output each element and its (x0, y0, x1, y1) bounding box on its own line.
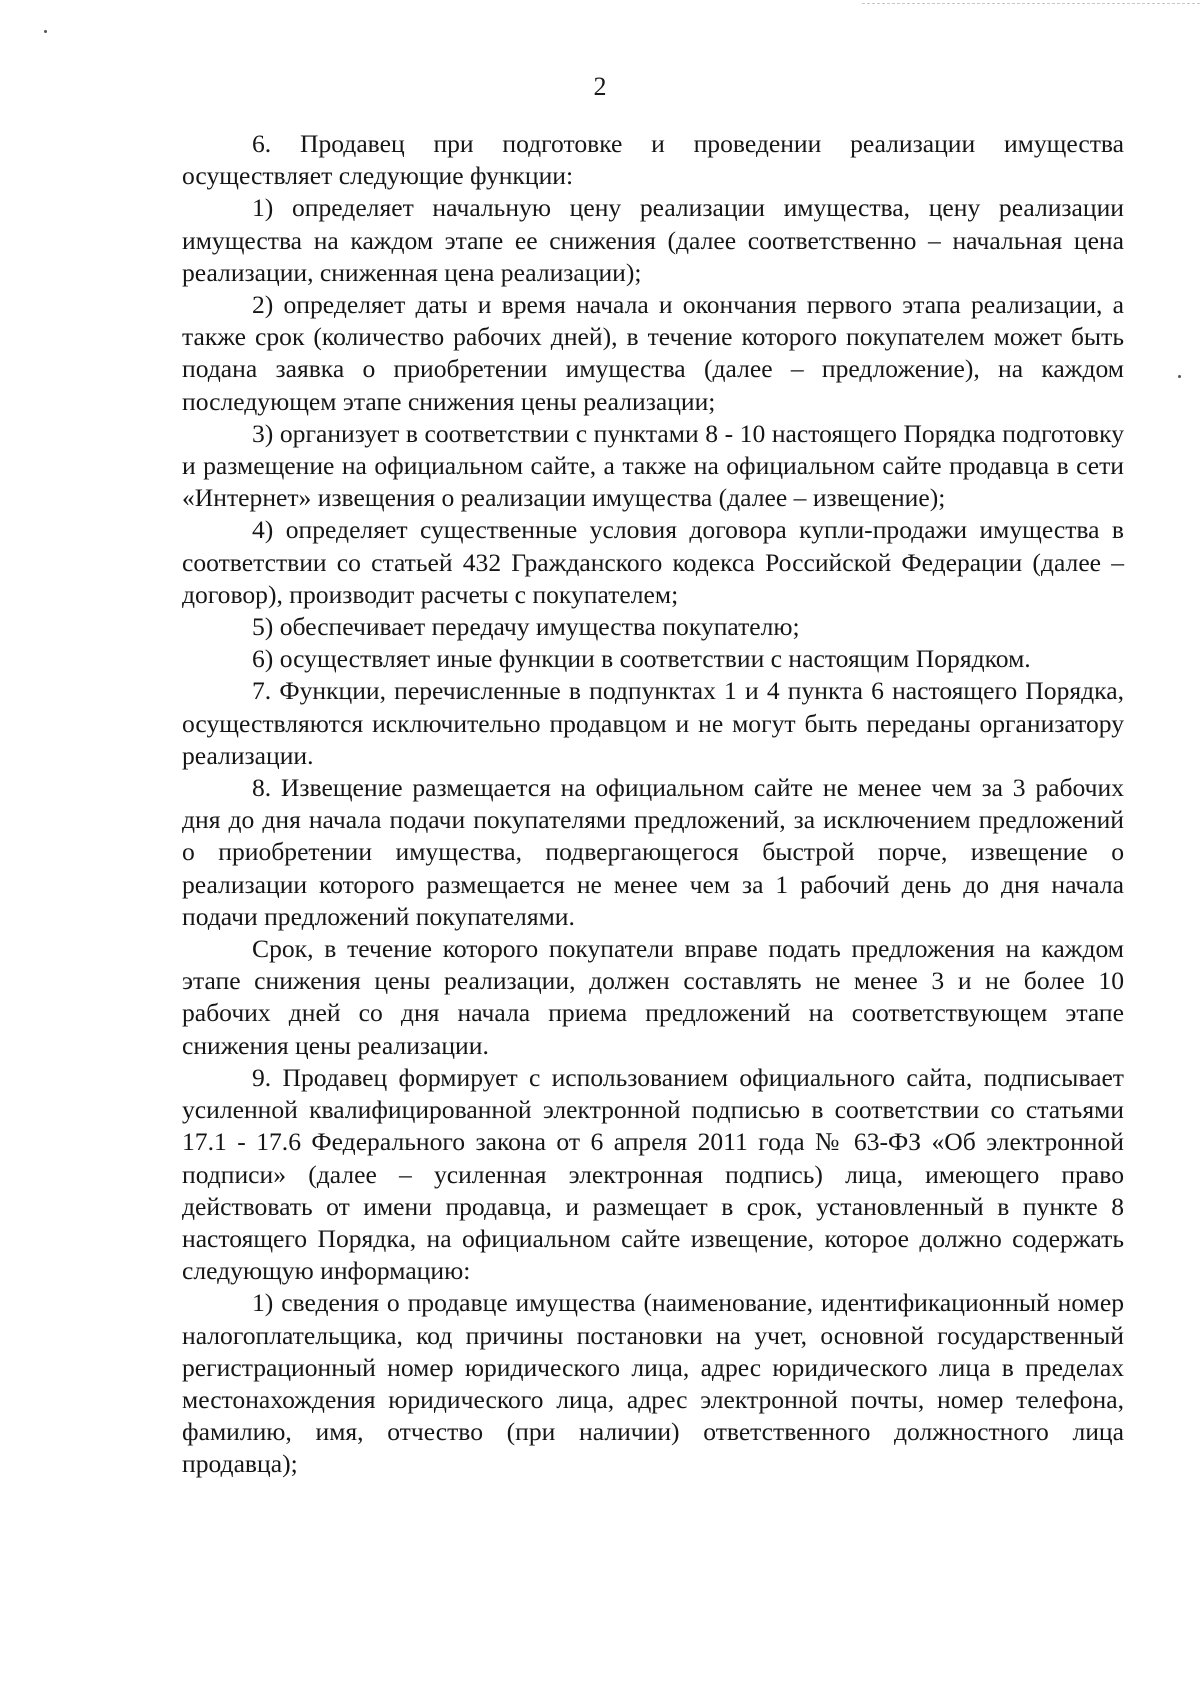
paragraph-8: 8. Извещение размещается на официальном сайте не менее чем за 3 рабочих дня до дня начала подачи покупателями предложений, за исключением предложений о приобретении имущества, подвергающегося быстрой порче, извещение о реализации которого размещается не менее чем за 1 рабочий день до дня начала подачи предложений покупателями. (182, 773, 1124, 931)
scan-speck (44, 30, 47, 33)
paragraph-8-term: Срок, в течение которого покупатели вправе подать предложения на каждом этапе снижения цены реализации, должен составлять не менее 3 и не более 10 рабочих дней со дня начала приема предложений на соответствующем этапе снижения цены реализации. (182, 934, 1124, 1060)
paragraph-6-4: 4) определяет существенные условия договора купли-продажи имущества в соответствии со статьей 432 Гражданского кодекса Российской Федерации (далее – договор), производит расчеты с покупателем; (182, 515, 1124, 609)
paragraph-6-1: 1) определяет начальную цену реализации имущества, цену реализации имущества на каждом этапе ее снижения (далее соответственно – начальная цена реализации, сниженная цена реализации); (182, 193, 1124, 287)
scan-speck (1178, 375, 1181, 378)
paragraph-6-5: 5) обеспечивает передачу имущества покупателю; (252, 612, 800, 642)
scan-edge-line (862, 3, 1200, 4)
paragraph-6-6: 6) осуществляет иные функции в соответствии с настоящим Порядком. (252, 644, 1031, 674)
document-body (182, 128, 1124, 1481)
paragraph-6: 6. Продавец при подготовке и проведении реализации имущества осуществляет следующие функции: (182, 129, 1124, 191)
paragraph-6-3: 3) организует в соответствии с пунктами 8 - 10 настоящего Порядка подготовку и размещение на официальном сайте, а также на официальном сайте продавца в сети «Интернет» извещения о реализации имущества (далее – извещение); (182, 418, 1124, 513)
paragraph-6-2: 2) определяет даты и время начала и окончания первого этапа реализации, а также срок (количество рабочих дней), в течение которого покупателем может быть подана заявка о приобретении имущества (далее – предложение), на каждом последующем этапе снижения цены реализации; (182, 290, 1124, 416)
paragraph-7: 7. Функции, перечисленные в подпунктах 1 и 4 пункта 6 настоящего Порядка, осуществляются исключительно продавцом и не могут быть переданы организатору реализации. (182, 676, 1124, 770)
paragraph-9: 9. Продавец формирует с использованием официального сайта, подписывает усиленной квалифицированной электронной подписью в соответствии со статьями 17.1 - 17.6 Федерального закона от 6 апреля 2011 года № 63-ФЗ «Об электронной подписи» (далее – усиленная электронная подпись) лица, имеющего право действовать от имени продавца, и размещает в срок, установленный в пункте 8 настоящего Порядка, на официальном сайте извещение, которое должно содержать следующую информацию: (182, 1062, 1124, 1286)
page-number: 2 (593, 72, 607, 101)
paragraph-9-1: 1) сведения о продавце имущества (наименование, идентификационный номер налогоплательщика, код причины постановки на учет, основной государственный регистрационный номер юридического лица, адрес юридического лица в пределах местонахождения юридического лица, адрес электронной почты, номер телефона, фамилию, имя, отчество (при наличии) ответственного должностного лица продавца); (182, 1288, 1124, 1479)
